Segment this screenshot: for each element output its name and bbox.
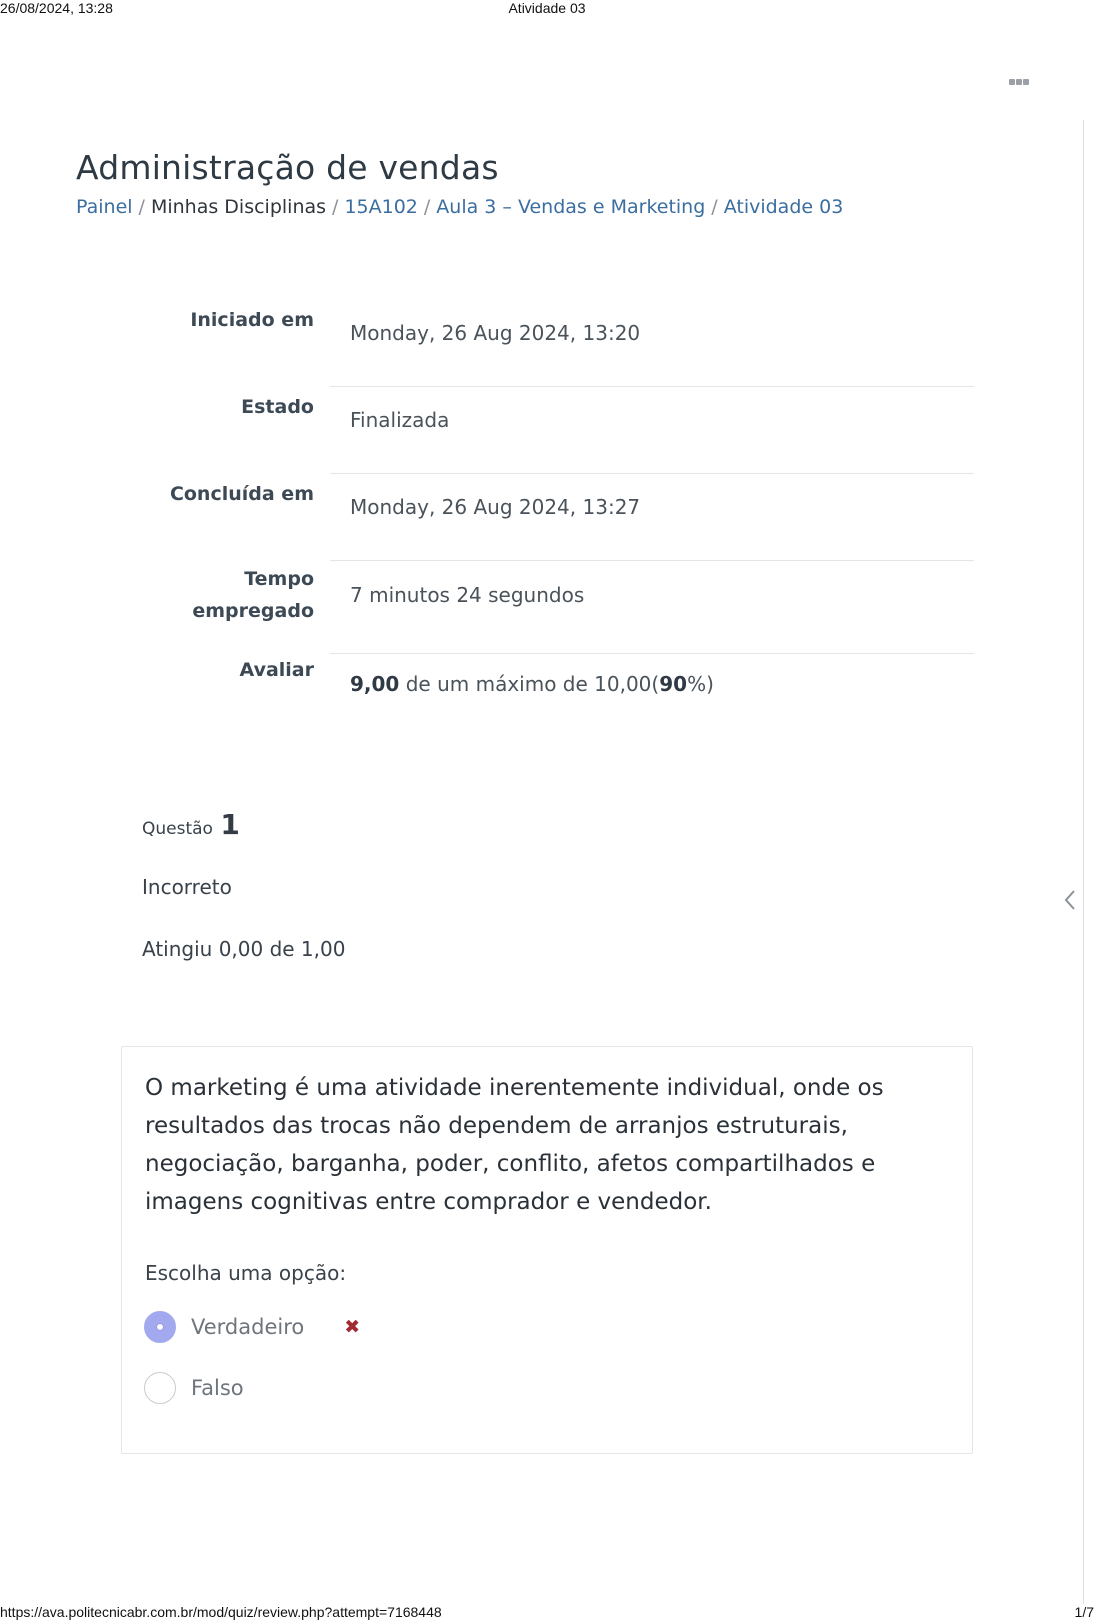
print-page-title: Atividade 03 bbox=[508, 0, 586, 16]
question-state: Incorreto bbox=[142, 875, 232, 899]
grade-score: 9,00 bbox=[350, 672, 400, 696]
started-value: Monday, 26 Aug 2024, 13:20 bbox=[330, 300, 974, 387]
breadcrumb-section[interactable]: Aula 3 – Vendas e Marketing bbox=[436, 196, 706, 218]
summary-row-grade bbox=[100, 654, 974, 734]
completed-value: Monday, 26 Aug 2024, 13:27 bbox=[330, 474, 974, 561]
completed-label: Concluída em bbox=[169, 483, 314, 505]
option-falso[interactable] bbox=[144, 1372, 244, 1404]
print-page-number: 1/7 bbox=[1074, 1604, 1094, 1620]
breadcrumb-separator: / bbox=[711, 196, 718, 218]
question-label: Questão bbox=[142, 819, 213, 839]
breadcrumb-course[interactable]: 15A102 bbox=[344, 196, 418, 218]
chevron-left-icon[interactable] bbox=[1062, 888, 1078, 912]
time-label-line2: empregado bbox=[192, 600, 314, 622]
page-title: Administração de vendas bbox=[76, 148, 499, 187]
grade-mid: de um máximo de 10,00( bbox=[399, 672, 660, 696]
grade-value bbox=[330, 654, 974, 734]
breadcrumb-activity[interactable]: Atividade 03 bbox=[723, 196, 844, 218]
started-label: Iniciado em bbox=[190, 309, 314, 331]
breadcrumb-minhas-disciplinas: Minhas Disciplinas bbox=[150, 196, 327, 218]
option-label: Falso bbox=[191, 1376, 244, 1400]
print-timestamp: 26/08/2024, 13:28 bbox=[0, 0, 113, 16]
grade-end: %) bbox=[687, 672, 714, 696]
time-value: 7 minutos 24 segundos bbox=[330, 561, 974, 654]
answer-prompt: Escolha uma opção: bbox=[145, 1261, 347, 1285]
question-number-value: 1 bbox=[220, 808, 240, 841]
more-icon[interactable] bbox=[1009, 70, 1033, 80]
breadcrumb-painel[interactable]: Painel bbox=[76, 196, 133, 218]
question-grade: Atingiu 0,00 de 1,00 bbox=[142, 937, 346, 961]
option-verdadeiro[interactable] bbox=[144, 1311, 360, 1343]
attempt-summary bbox=[100, 300, 974, 734]
state-label: Estado bbox=[241, 396, 314, 418]
question-number bbox=[142, 808, 240, 841]
breadcrumb-separator: / bbox=[138, 196, 145, 218]
breadcrumb-separator: / bbox=[423, 196, 431, 218]
summary-row-state bbox=[100, 387, 974, 474]
incorrect-icon: ✖ bbox=[344, 1316, 361, 1338]
drawer-border bbox=[1083, 120, 1084, 1604]
question-info bbox=[142, 808, 240, 841]
print-header bbox=[0, 0, 1094, 18]
breadcrumb-separator: / bbox=[332, 196, 339, 218]
summary-row-time bbox=[100, 561, 974, 654]
grade-label: Avaliar bbox=[239, 659, 314, 681]
summary-row-started bbox=[100, 300, 974, 387]
question-text: O marketing é uma atividade inerentemente individual, onde os resultados das trocas não dependem de arranjos estruturais, negociação, barganha, poder, conflito, afetos compartilhados e imagens cognitivas entre comprador e vendedor. bbox=[145, 1075, 884, 1215]
state-value: Finalizada bbox=[330, 387, 974, 474]
time-label bbox=[100, 561, 330, 654]
time-label-line1: Tempo bbox=[244, 568, 314, 590]
question-content bbox=[121, 1046, 973, 1454]
radio-verdadeiro[interactable] bbox=[144, 1311, 176, 1343]
print-url: https://ava.politecnicabr.com.br/mod/quiz/review.php?attempt=7168448 bbox=[0, 1604, 442, 1620]
option-label: Verdadeiro bbox=[191, 1315, 305, 1339]
radio-falso[interactable] bbox=[144, 1372, 176, 1404]
summary-row-completed bbox=[100, 474, 974, 561]
breadcrumb bbox=[76, 196, 843, 218]
grade-percent: 90 bbox=[659, 672, 688, 696]
print-footer bbox=[0, 1604, 1094, 1623]
